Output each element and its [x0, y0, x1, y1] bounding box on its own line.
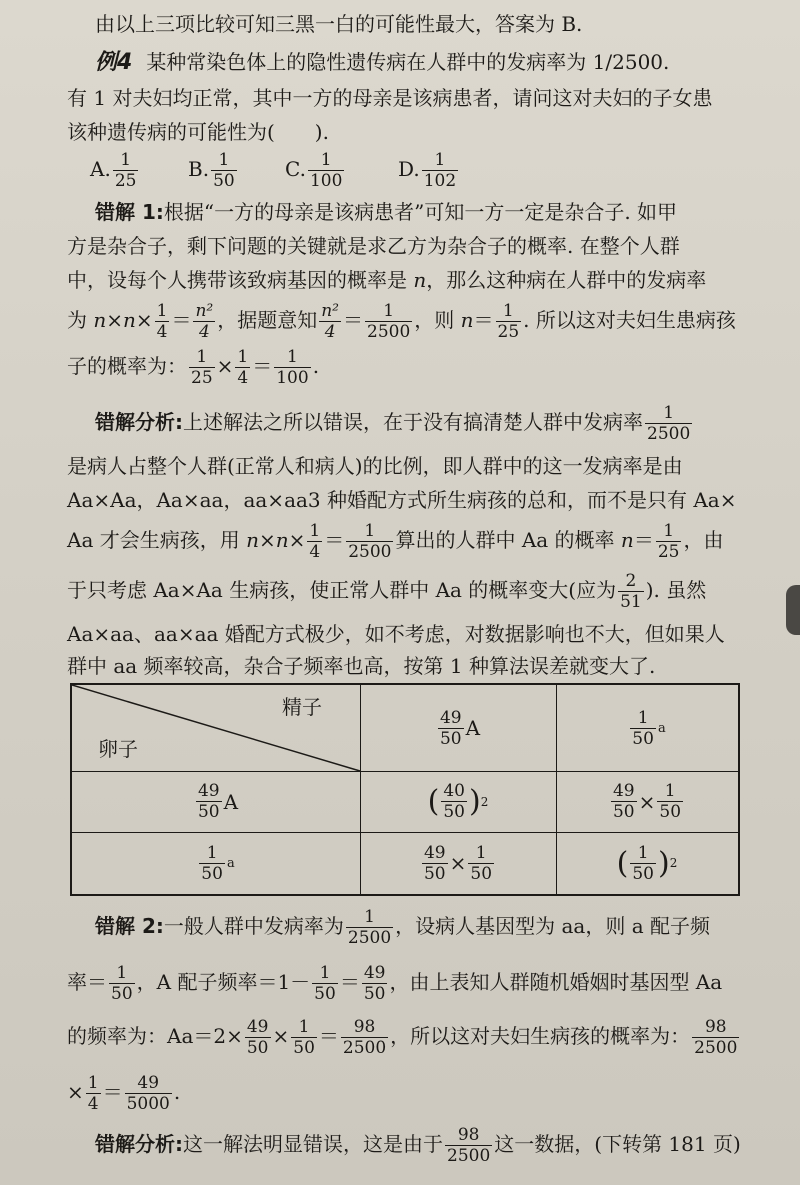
row-header-A: $\frac{49}{50}$ A [197, 781, 239, 822]
analysis1-line-6: Aa×aa、aa×aa 婚配方式极少，如不考虑，对数据影响也不大，但如果人 [67, 622, 725, 646]
wrong1-line-2: 方是杂合子，剩下问题的关键就是求乙方为杂合子的概率. 在整个人群 [67, 234, 680, 258]
option-d[interactable]: D. $\frac{1}{102}$ [398, 150, 457, 191]
page-edge-tab [786, 585, 800, 635]
analysis1-line-4: Aa 才会生病孩，用 n×n× $\frac{1}{4}$ ＝ $\frac{1}{2500}$ 算出的人群中 Aa 的概率 n＝ $\frac{1}{25}$ ，由 [67, 521, 724, 562]
option-b-fraction: $\frac{1}{50}$ [213, 150, 235, 191]
wrong1-line-3: 中，设每个人携带该致病基因的概率是 n，那么这种病在人群中的发病率 [67, 268, 707, 292]
cell-aA: $\frac{49}{50}$ × $\frac{1}{50}$ [423, 842, 493, 884]
example-text-1: 某种常染色体上的隐性遗传病在人群中的发病率为 1/2500. [146, 50, 670, 74]
analysis1-line-5: 于只考虑 Aa×Aa 生病孩，使正常人群中 Aa 的概率变大(应为 $\frac{2}{51}$ ). 虽然 [67, 571, 707, 612]
option-a[interactable]: A. $\frac{1}{25}$ [90, 150, 137, 191]
frac-n2-4: $\frac{\text{n²}}{4}$ [195, 301, 214, 342]
punnett-table [70, 683, 740, 896]
option-c[interactable]: C. $\frac{1}{100}$ [285, 150, 343, 191]
wrong2-line-1: 错解 2:一般人群中发病率为 $\frac{1}{2500}$ ，设病人基因型为 aa，则 a 配子频 [95, 907, 710, 948]
example-line-2: 有 1 对夫妇均正常，其中一方的母亲是该病患者，请问这对夫妇的子女患 [67, 86, 713, 110]
example-label: 例4 [95, 50, 133, 75]
analysis2-line-1: 错解分析:这一解法明显错误，这是由于 $\frac{98}{2500}$ 这一数据，(下转第 181 页) [95, 1125, 741, 1166]
option-a-fraction: $\frac{1}{25}$ [114, 150, 137, 191]
col-header-A: $\frac{49}{50}$ A [439, 707, 481, 749]
option-c-fraction: $\frac{1}{100}$ [309, 150, 343, 191]
wrong1-line-1: 错解 1:根据“一方的母亲是该病患者”可知一方一定是杂合子. 如甲 [95, 200, 678, 224]
cell-Aa: $\frac{49}{50}$ × $\frac{1}{50}$ [612, 781, 682, 822]
frac-1-2500: $\frac{1}{2500}$ [367, 301, 411, 342]
header-sperm: 精子 [282, 695, 322, 719]
cell-AA: ( $\frac{40}{50}$ ) 2 [427, 781, 489, 822]
wrong1-label: 错解 1: [95, 200, 164, 224]
analysis1-label: 错解分析: [95, 410, 183, 434]
analysis1-line-7: 群中 aa 频率较高，杂合子频率也高，按第 1 种算法误差就变大了. [67, 654, 656, 678]
wrong1-line-4: 为 n×n× $\frac{1}{4}$ ＝ $\frac{\text{n²}}{4}$ ，据题意知 $\frac{\text{n²}}{4}$ ＝ $\frac{1}{2500}$ ，则 n＝ $\frac{1}{25}$ . 所以这对夫妇生患病孩 [67, 301, 736, 342]
wrong1-line-5: 子的概率为： $\frac{1}{25}$ × $\frac{1}{4}$ ＝ $\frac{1}{100}$ . [67, 347, 320, 388]
option-d-fraction: $\frac{1}{102}$ [423, 150, 457, 191]
wrong2-label: 错解 2: [95, 914, 164, 938]
frac-n2-4-b: $\frac{\text{n²}}{4}$ [321, 301, 339, 342]
option-b[interactable]: B. $\frac{1}{50}$ [188, 150, 235, 191]
intro-line: 由以上三项比较可知三黑一白的可能性最大，答案为 B. [95, 12, 583, 36]
col-header-a: $\frac{1}{50}$ a [632, 707, 666, 749]
cell-aa: ( $\frac{1}{50}$ ) 2 [616, 842, 678, 884]
wrong2-line-2: 率＝ $\frac{1}{50}$ ，A 配子频率＝1－ $\frac{1}{50}$ ＝ $\frac{49}{50}$ ，由上表知人群随机婚姻时基因型 Aa [67, 963, 723, 1004]
example-line-1 [95, 48, 669, 77]
wrong2-line-4: × $\frac{1}{4}$ ＝ $\frac{49}{5000}$ . [67, 1073, 181, 1114]
analysis2-label: 错解分析: [95, 1132, 183, 1156]
frac-1-4: $\frac{1}{4}$ [156, 301, 168, 342]
row-header-a: $\frac{1}{50}$ a [201, 842, 235, 884]
analysis1-line-2: 是病人占整个人群(正常人和病人)的比例，即人群中的这一发病率是由 [67, 454, 683, 478]
frac-1-25: $\frac{1}{25}$ [497, 301, 520, 342]
analysis1-line-1: 错解分析:上述解法之所以错误，在于没有搞清楚人群中发病率 $\frac{1}{2500}$ [95, 403, 691, 444]
example-line-3: 该种遗传病的可能性为( ). [67, 120, 329, 144]
analysis1-line-3: Aa×Aa，Aa×aa，aa×aa3 种婚配方式所生病孩的总和，而不是只有 Aa× [67, 488, 737, 512]
header-egg: 卵子 [98, 737, 138, 761]
wrong2-line-3: 的频率为：Aa＝2× $\frac{49}{50}$ × $\frac{1}{50}$ ＝ $\frac{98}{2500}$ ，所以这对夫妇生病孩的概率为： $\frac{98}{2500}$ [67, 1017, 738, 1058]
